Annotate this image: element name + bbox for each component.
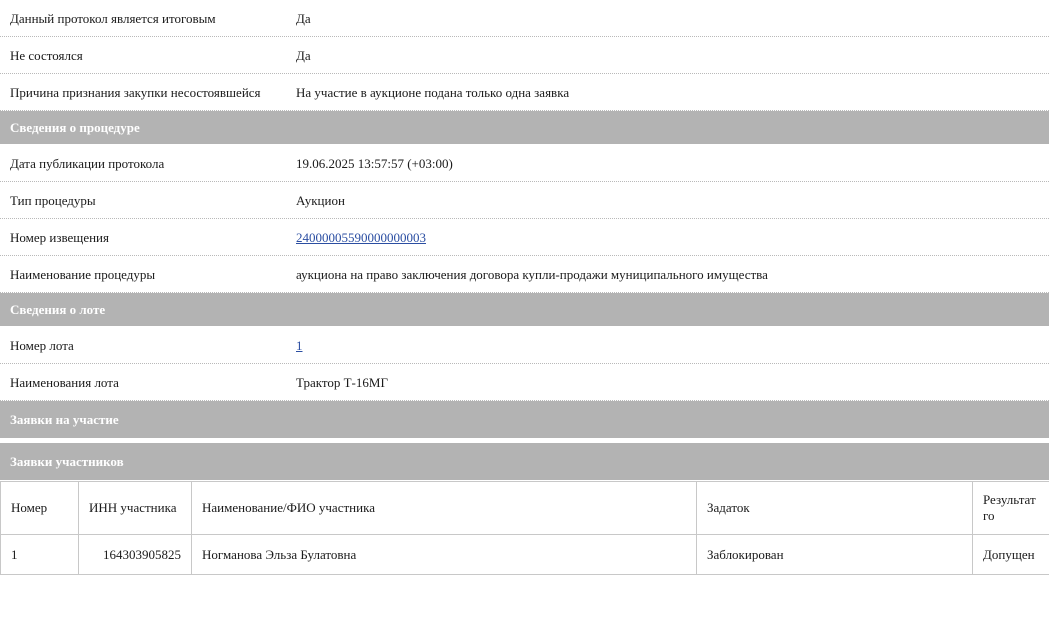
row-value — [296, 219, 1049, 255]
participants-table-head — [1, 482, 1049, 535]
section-header-bids: Заявки на участие — [0, 401, 1049, 439]
info-row-notice-number — [0, 219, 1049, 256]
info-row-publication-date — [0, 145, 1049, 182]
column-header-deposit: Задаток — [697, 482, 973, 535]
column-header-inn: ИНН участника — [79, 482, 192, 535]
row-label: Дата публикации протокола — [10, 156, 165, 171]
info-row-lot-number — [0, 327, 1049, 364]
section-header-procedure: Сведения о процедуре — [0, 111, 1049, 145]
row-label: Данный протокол является итоговым — [10, 11, 216, 26]
column-header-result: Результат го — [973, 482, 1049, 535]
cell-inn: 164303905825 — [79, 535, 192, 575]
info-row-procedure-name — [0, 256, 1049, 293]
row-label: Причина признания закупки несостоявшейся — [10, 85, 261, 100]
row-value: Да — [296, 11, 311, 26]
row-label: Тип процедуры — [10, 193, 96, 208]
table-header-row — [1, 482, 1049, 535]
row-value: На участие в аукционе подана только одна заявка — [296, 85, 570, 100]
row-value: Трактор Т-16МГ — [296, 375, 388, 390]
info-row-final-protocol — [0, 0, 1049, 37]
info-row-lot-name — [0, 364, 1049, 401]
cell-deposit: Заблокирован — [697, 535, 973, 575]
row-value: Аукцион — [296, 193, 345, 208]
row-label: Наименование процедуры — [10, 267, 156, 282]
info-row-failure-reason — [0, 74, 1049, 111]
info-row-not-held — [0, 37, 1049, 74]
info-row-procedure-type — [0, 182, 1049, 219]
participants-table — [0, 481, 1049, 575]
row-value — [296, 327, 1049, 363]
lot-number-link[interactable]: 1 — [296, 338, 303, 353]
row-value: 19.06.2025 13:57:57 (+03:00) — [296, 156, 453, 171]
table-row — [1, 535, 1049, 575]
row-label: Номер извещения — [10, 230, 109, 245]
column-header-number: Номер — [1, 482, 79, 535]
notice-number-link[interactable]: 24000005590000000003 — [296, 230, 426, 245]
row-label: Номер лота — [10, 338, 74, 353]
row-label: Не состоялся — [10, 48, 83, 63]
row-value: аукциона на право заключения договора купли-продажи муниципального имущества — [296, 267, 768, 282]
cell-result: Допущен — [973, 535, 1049, 575]
row-label: Наименования лота — [10, 375, 119, 390]
participants-table-body — [1, 535, 1049, 575]
cell-number: 1 — [1, 535, 79, 575]
cell-participant-name: Ногманова Эльза Булатовна — [192, 535, 697, 575]
row-value: Да — [296, 48, 311, 63]
section-header-participant-bids: Заявки участников — [0, 443, 1049, 481]
section-header-lot: Сведения о лоте — [0, 293, 1049, 327]
column-header-participant-name: Наименование/ФИО участника — [192, 482, 697, 535]
